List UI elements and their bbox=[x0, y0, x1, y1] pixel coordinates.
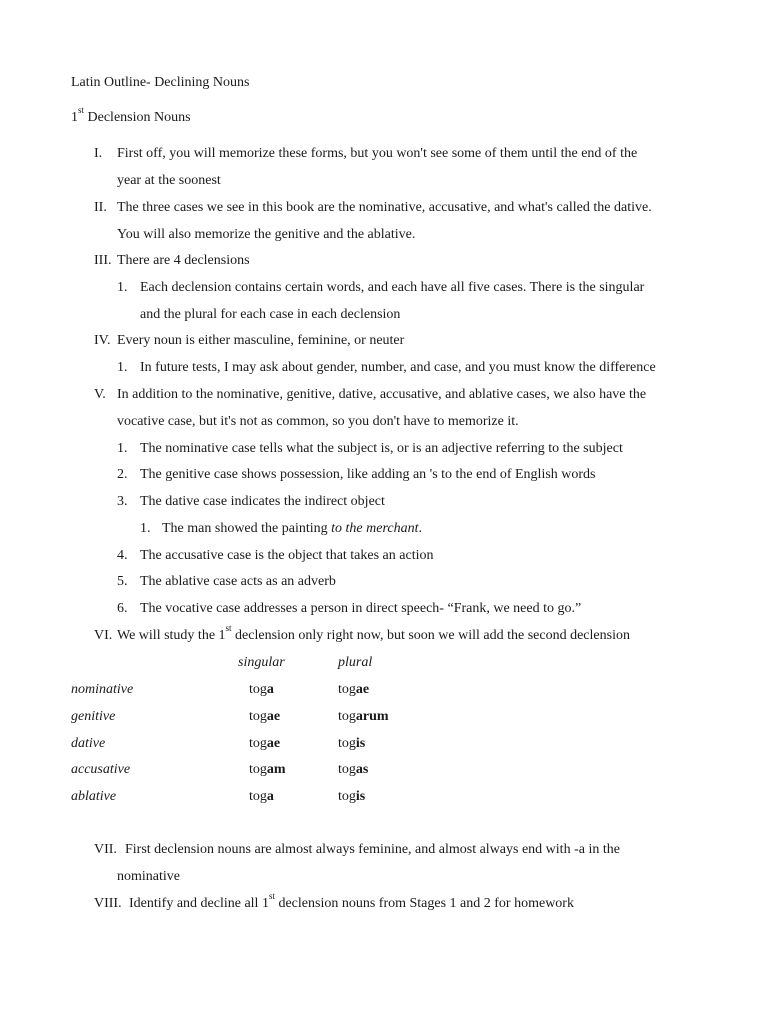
form-stem: tog bbox=[249, 682, 267, 697]
item-iv-number: IV. bbox=[94, 333, 111, 348]
case-label: nominative bbox=[71, 682, 134, 697]
form-ending: is bbox=[355, 736, 366, 751]
item-iv-1-line-1: In future tests, I may ask about gender, number, and case, and you must know the difference bbox=[140, 360, 656, 375]
form-stem: tog bbox=[338, 789, 356, 804]
form-ending: as bbox=[355, 762, 369, 777]
item-ii-line-1: The three cases we see in this book are the nominative, accusative, and what's called the dative. bbox=[117, 200, 652, 215]
item-iv-1-number: 1. bbox=[117, 360, 128, 375]
item-vi-text-post: declension only right now, but soon we will add the second declension bbox=[231, 628, 630, 643]
item-v-3-text: The dative case indicates the indirect object bbox=[140, 494, 385, 509]
item-iii-line-1: There are 4 declensions bbox=[117, 253, 250, 268]
case-label: ablative bbox=[71, 789, 117, 804]
item-v-4-number: 4. bbox=[117, 548, 128, 563]
plural-form bbox=[338, 736, 365, 752]
form-stem: tog bbox=[249, 762, 267, 777]
item-v-3-1-text-italic: to the merchant bbox=[331, 521, 419, 536]
form-stem: tog bbox=[338, 682, 356, 697]
form-stem: tog bbox=[338, 736, 356, 751]
case-label: accusative bbox=[71, 762, 131, 777]
item-vi-text-pre: We will study the 1 bbox=[117, 628, 226, 643]
item-v-3-1-text-pre: The man showed the painting bbox=[162, 521, 332, 536]
item-v-2-text: The genitive case shows possession, like adding an 's to the end of English words bbox=[140, 467, 596, 482]
item-v-3-number: 3. bbox=[117, 494, 128, 509]
item-viii-text bbox=[129, 891, 574, 912]
item-v-3-1-text-post: . bbox=[418, 521, 422, 536]
plural-form bbox=[338, 762, 368, 778]
item-vii-line-1: First declension nouns are almost always feminine, and almost always end with -a in the bbox=[125, 842, 620, 857]
item-v-3-1-text bbox=[162, 521, 422, 537]
item-v-1-number: 1. bbox=[117, 441, 128, 456]
singular-form bbox=[249, 709, 280, 725]
item-i-line-2: year at the soonest bbox=[117, 173, 221, 188]
form-ending: am bbox=[266, 762, 286, 777]
item-iii-1-line-2: and the plural for each case in each declension bbox=[140, 307, 401, 322]
form-stem: tog bbox=[249, 789, 267, 804]
form-stem: tog bbox=[338, 762, 356, 777]
item-ii-number: II. bbox=[94, 200, 107, 215]
item-vii-number: VII. bbox=[94, 842, 117, 857]
plural-form bbox=[338, 709, 389, 725]
item-v-number: V. bbox=[94, 387, 106, 402]
item-ii-line-2: You will also memorize the genitive and the ablative. bbox=[117, 227, 416, 242]
item-viii-text-sup: st bbox=[268, 891, 275, 902]
item-v-3-1-number: 1. bbox=[140, 521, 151, 536]
item-v-5-number: 5. bbox=[117, 574, 128, 589]
section-heading-text: Declension Nouns bbox=[84, 110, 191, 125]
section-heading bbox=[71, 105, 191, 126]
form-ending: ae bbox=[266, 709, 281, 724]
item-i-line-1: First off, you will memorize these forms, but you won't see some of them until the end of the bbox=[117, 146, 638, 161]
item-v-5-text: The ablative case acts as an adverb bbox=[140, 574, 336, 589]
item-v-4-text: The accusative case is the object that takes an action bbox=[140, 548, 434, 563]
item-v-2-number: 2. bbox=[117, 467, 128, 482]
form-ending: is bbox=[355, 789, 366, 804]
singular-form bbox=[249, 736, 280, 752]
case-label: dative bbox=[71, 736, 106, 751]
column-header-singular: singular bbox=[238, 655, 285, 670]
item-vi-text-sup: st bbox=[225, 623, 232, 634]
item-iii-number: III. bbox=[94, 253, 112, 268]
form-stem: tog bbox=[249, 709, 267, 724]
item-viii-text-post: declension nouns from Stages 1 and 2 for homework bbox=[274, 896, 574, 911]
form-stem: tog bbox=[249, 736, 267, 751]
item-iv-line-1: Every noun is either masculine, feminine, or neuter bbox=[117, 333, 405, 348]
case-label: genitive bbox=[71, 709, 116, 724]
item-viii-text-pre: Identify and decline all 1 bbox=[129, 896, 269, 911]
singular-form bbox=[249, 762, 286, 778]
item-iii-1-line-1: Each declension contains certain words, and each have all five cases. There is the singular bbox=[140, 280, 645, 295]
item-iii-1-number: 1. bbox=[117, 280, 128, 295]
item-vi-text bbox=[117, 623, 630, 644]
singular-form bbox=[249, 789, 274, 805]
item-vii-line-2: nominative bbox=[117, 869, 180, 884]
form-stem: tog bbox=[338, 709, 356, 724]
plural-form bbox=[338, 682, 369, 698]
column-header-plural: plural bbox=[338, 655, 373, 670]
section-heading-sup: st bbox=[78, 105, 85, 116]
item-v-6-text: The vocative case addresses a person in direct speech- “Frank, we need to go.” bbox=[140, 601, 582, 616]
form-ending: a bbox=[266, 789, 274, 804]
item-v-line-1: In addition to the nominative, genitive, dative, accusative, and ablative cases, we also have the bbox=[117, 387, 647, 402]
item-i-number: I. bbox=[94, 146, 103, 161]
singular-form bbox=[249, 682, 274, 698]
form-ending: ae bbox=[266, 736, 281, 751]
document-title: Latin Outline- Declining Nouns bbox=[71, 75, 250, 90]
section-heading-number: 1 bbox=[71, 110, 78, 125]
item-v-1-text: The nominative case tells what the subject is, or is an adjective referring to the subject bbox=[140, 441, 623, 456]
form-ending: arum bbox=[355, 709, 389, 724]
item-v-line-2: vocative case, but it's not as common, so you don't have to memorize it. bbox=[117, 414, 519, 429]
item-viii-number: VIII. bbox=[94, 896, 122, 911]
item-vi-number: VI. bbox=[94, 628, 113, 643]
form-ending: a bbox=[266, 682, 274, 697]
item-v-6-number: 6. bbox=[117, 601, 128, 616]
form-ending: ae bbox=[355, 682, 370, 697]
plural-form bbox=[338, 789, 365, 805]
